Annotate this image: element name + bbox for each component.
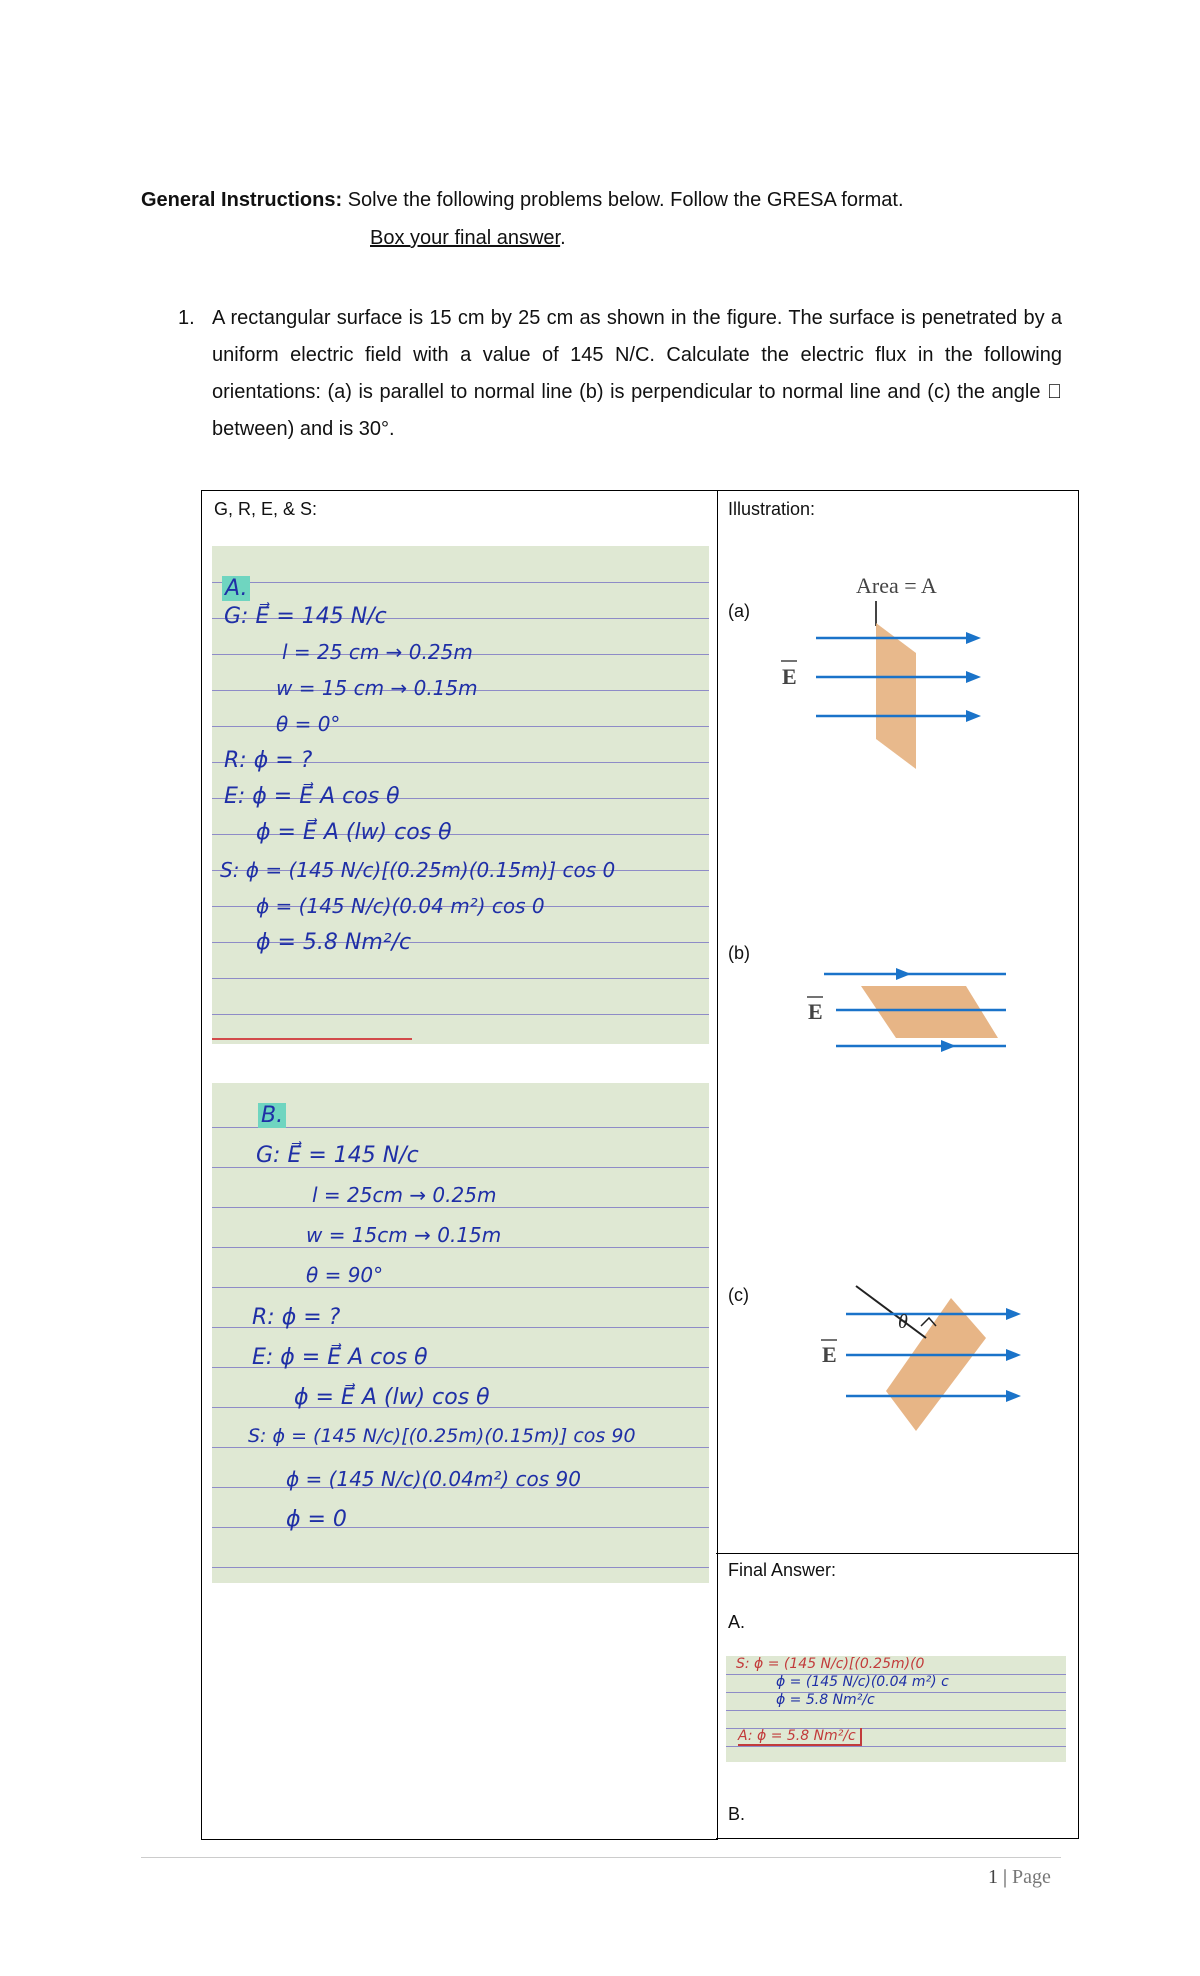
page-number: 1 | (988, 1866, 1013, 1888)
note-a-line: S: ϕ = (145 N/c)[(0.25m)(0.15m)] cos 0 (220, 858, 616, 882)
gres-cell (201, 490, 718, 1840)
note-a-line: G: E⃗ = 145 N/c (224, 604, 387, 629)
note-b-line: E: ϕ = E⃗ A cos θ (252, 1345, 428, 1370)
note-a-line: R: ϕ = ? (224, 748, 313, 773)
arrow-head (966, 671, 981, 683)
note-b-line: l = 25cm → 0.25m (312, 1183, 497, 1207)
note-b-line: w = 15cm → 0.15m (306, 1223, 502, 1247)
general-instructions (141, 189, 904, 212)
final-answer-cell (716, 1552, 1079, 1839)
normal-line (856, 1286, 926, 1338)
illustration-cell (716, 490, 1079, 1554)
final-a-boxed-answer: A: ϕ = 5.8 Nm²/c (738, 1728, 862, 1746)
box-answer-text: Box your final answer (370, 227, 561, 249)
note-b-line: G: E⃗ = 145 N/c (256, 1143, 419, 1168)
page-word: Page (1012, 1866, 1051, 1888)
surface-plane (861, 986, 998, 1038)
footer-divider (141, 1857, 1061, 1858)
handwritten-final-a (726, 1656, 1066, 1762)
arrow-head (941, 1040, 956, 1052)
note-a-line: θ = 0° (276, 712, 341, 736)
note-b-line: ϕ = E⃗ A (lw) cos θ (294, 1385, 490, 1410)
note-b-line: R: ϕ = ? (252, 1305, 341, 1330)
problem-text: A rectangular surface is 15 cm by 25 cm as shown in the figure. The surface is penetrated by a uniform electric field with a value of 145 N/C. Calculate the electric flux in the following orientations: (a) is parallel to normal line (b) is perpendicular to normal line and (c) the angle between) and is 30°. (212, 307, 1062, 440)
note-b-line: θ = 90° (306, 1263, 384, 1287)
arrow-head (1006, 1390, 1021, 1402)
part-b-label: (b) (728, 943, 750, 963)
box-answer-line (370, 227, 566, 250)
note-a-line: ϕ = 5.8 Nm²/c (256, 930, 412, 955)
note-a-line: E: ϕ = E⃗ A cos θ (224, 784, 400, 809)
final-a-line: S: ϕ = (145 N/c)[(0.25m)(0 (736, 1656, 925, 1672)
note-b-line: ϕ = 0 (286, 1507, 347, 1532)
final-a-label: A. (728, 1612, 746, 1632)
part-a-label: (a) (728, 601, 750, 621)
note-b-line: S: ϕ = (145 N/c)[(0.25m)(0.15m)] cos 90 (248, 1425, 636, 1447)
instructions-text: Solve the following problems below. Follow the GRESA format. (342, 189, 904, 211)
red-underline (212, 1038, 412, 1040)
area-label: Area = A (856, 573, 937, 598)
instructions-label: General Instructions: (141, 189, 343, 211)
problem-number: 1. (178, 307, 195, 329)
final-a-line: ϕ = (145 N/c)(0.04 m²) c (776, 1674, 949, 1690)
arrow-head (1006, 1308, 1021, 1320)
problem-1 (178, 300, 1062, 448)
final-b-label: B. (728, 1804, 746, 1824)
e-vector-label: E (808, 999, 823, 1024)
theta-label: θ (898, 1311, 908, 1333)
gres-header: G, R, E, & S: (214, 499, 318, 519)
note-b-line: ϕ = (145 N/c)(0.04m²) cos 90 (286, 1467, 581, 1491)
handwritten-note-b (212, 1083, 709, 1583)
arrow-head (896, 968, 911, 980)
note-a-line: ϕ = (145 N/c)(0.04 m²) cos 0 (256, 894, 545, 918)
arrow-head (1006, 1349, 1021, 1361)
final-answer-header: Final Answer: (728, 1560, 837, 1580)
arrow-head (966, 710, 981, 722)
figure-c (766, 1266, 1026, 1436)
figure-b (766, 956, 1016, 1066)
box-answer-period: . (560, 227, 566, 249)
e-vector-label: E (822, 1342, 837, 1367)
note-a-line: w = 15 cm → 0.15m (276, 676, 478, 700)
part-c-label: (c) (728, 1285, 749, 1305)
note-a-line: ϕ = E⃗ A (lw) cos θ (256, 820, 452, 845)
page-footer (988, 1866, 1051, 1889)
note-a-heading: A. (222, 576, 250, 601)
e-vector-label: E (782, 664, 797, 689)
handwritten-note-a (212, 546, 709, 1044)
figure-a (766, 571, 1016, 771)
arrow-head (966, 632, 981, 644)
note-a-line: l = 25 cm → 0.25m (282, 640, 473, 664)
note-b-heading: B. (258, 1103, 286, 1128)
surface-plane (876, 623, 916, 769)
illustration-header: Illustration: (728, 499, 816, 519)
final-a-line: ϕ = 5.8 Nm²/c (776, 1692, 875, 1708)
